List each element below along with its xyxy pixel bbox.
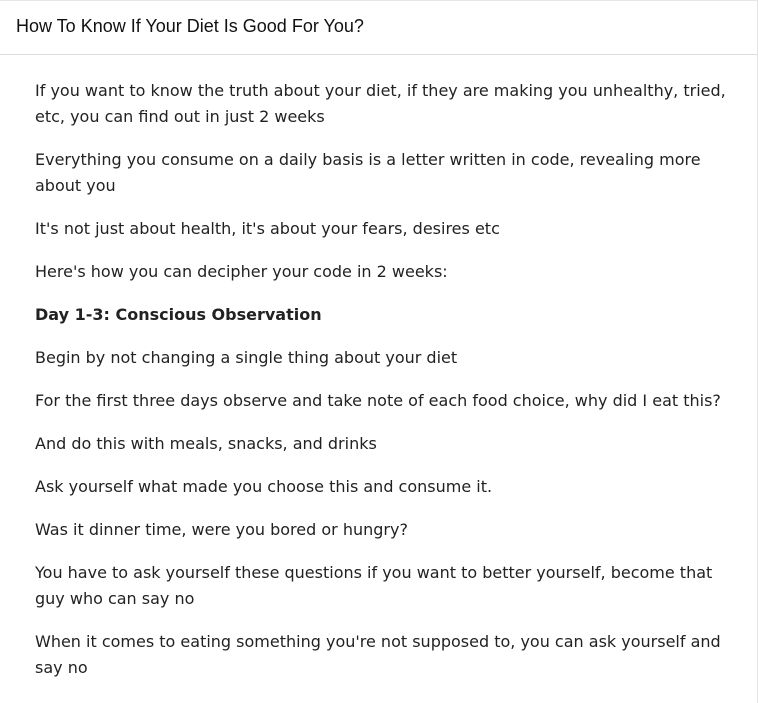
paragraph: Was it dinner time, were you bored or hungry? [35, 520, 408, 539]
post-body [0, 55, 757, 681]
section-heading: Day 1-3: Conscious Observation [35, 305, 322, 324]
post-header [0, 1, 757, 55]
paragraph: It's not just about health, it's about your fears, desires etc [35, 219, 500, 238]
paragraph: Ask yourself what made you choose this and consume it. [35, 477, 493, 496]
paragraph: Everything you consume on a daily basis is a letter written in code, revealing more about you [35, 150, 701, 195]
paragraph: You have to ask yourself these questions if you want to better yourself, become that guy who can say no [35, 563, 713, 608]
paragraph: When it comes to eating something you're not supposed to, you can ask yourself and say no [35, 632, 721, 677]
paragraph: If you want to know the truth about your diet, if they are making you unhealthy, tried, etc, you can find out in just 2 weeks [35, 81, 726, 126]
paragraph: Here's how you can decipher your code in 2 weeks: [35, 262, 448, 281]
paragraph: For the first three days observe and take note of each food choice, why did I eat this? [35, 391, 721, 410]
paragraph: Begin by not changing a single thing about your diet [35, 348, 458, 367]
paragraph: And do this with meals, snacks, and drinks [35, 434, 377, 453]
post-title: How To Know If Your Diet Is Good For You? [16, 16, 364, 36]
